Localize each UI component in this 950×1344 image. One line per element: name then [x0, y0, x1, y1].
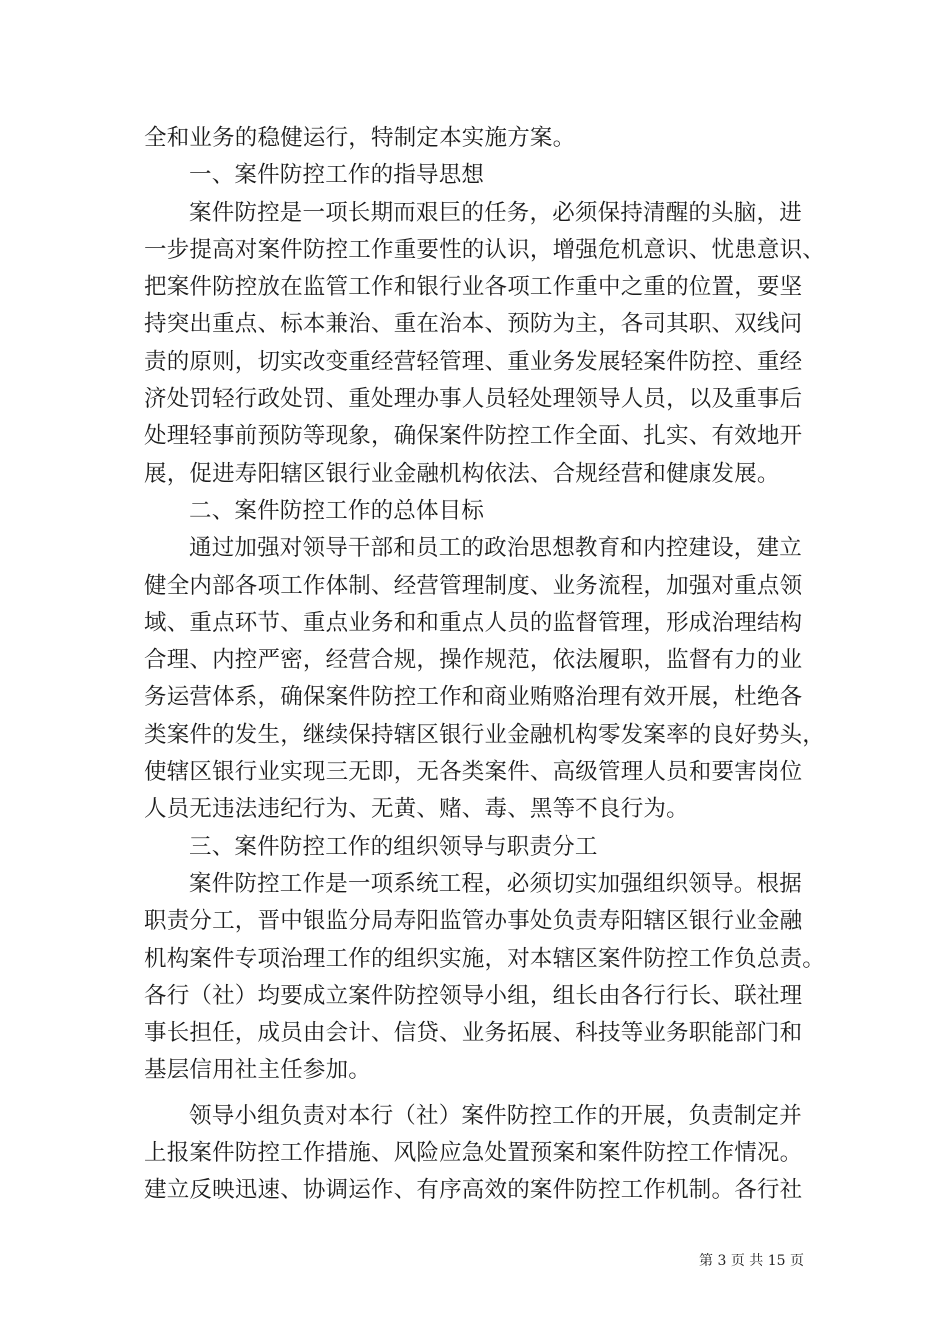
text-line: 一步提高对案件防控工作重要性的认识，增强危机意识、忧患意识、 — [144, 236, 826, 263]
text-line: 全和业务的稳健运行，特制定本实施方案。 — [144, 125, 576, 151]
text-line: 上报案件防控工作措施、风险应急处置预案和案件防控工作情况。 — [144, 1140, 803, 1167]
text-line: 济处罚轻行政处罚、重处理办事人员轻处理领导人员，以及重事后 — [144, 386, 803, 413]
text-line: 建立反映迅速、协调运作、有序高效的案件防控工作机制。各行社 — [144, 1177, 803, 1204]
text-line: 职责分工，晋中银监分局寿阳监管办事处负责寿阳辖区银行业金融 — [144, 908, 803, 935]
text-line: 处理轻事前预防等现象，确保案件防控工作全面、扎实、有效地开 — [144, 423, 803, 450]
text-line: 领导小组负责对本行（社）案件防控工作的开展，负责制定并 — [189, 1102, 802, 1129]
text-line: 案件防控是一项长期而艰巨的任务，必须保持清醒的头脑，进 — [189, 199, 802, 226]
section-heading: 一、案件防控工作的指导思想 — [189, 162, 485, 189]
text-line: 使辖区银行业实现三无即，无各类案件、高级管理人员和要害岗位 — [144, 759, 803, 786]
section-heading: 二、案件防控工作的总体目标 — [189, 497, 485, 524]
page-number: 第 3 页 共 15 页 — [699, 1253, 804, 1269]
text-line: 健全内部各项工作体制、经营管理制度、业务流程，加强对重点领 — [144, 572, 803, 599]
text-line: 人员无违法违纪行为、无黄、赌、毒、黑等不良行为。 — [144, 796, 689, 823]
text-line: 责的原则，切实改变重经营轻管理、重业务发展轻案件防控、重经 — [144, 348, 803, 375]
text-line: 机构案件专项治理工作的组织实施，对本辖区案件防控工作负总责。 — [144, 945, 826, 972]
section-heading: 三、案件防控工作的组织领导与职责分工 — [189, 833, 598, 860]
text-line: 务运营体系，确保案件防控工作和商业贿赂治理有效开展，杜绝各 — [144, 684, 803, 711]
text-line: 通过加强对领导干部和员工的政治思想教育和内控建设，建立 — [189, 535, 802, 562]
text-line: 域、重点环节、重点业务和和重点人员的监督管理，形成治理结构 — [144, 609, 803, 636]
text-line: 各行（社）均要成立案件防控领导小组，组长由各行行长、联社理 — [144, 982, 803, 1009]
text-line: 合理、内控严密，经营合规，操作规范，依法履职，监督有力的业 — [144, 647, 803, 674]
text-line: 展，促进寿阳辖区银行业金融机构依法、合规经营和健康发展。 — [144, 460, 780, 487]
text-line: 把案件防控放在监管工作和银行业各项工作重中之重的位置，要坚 — [144, 274, 803, 301]
text-line: 类案件的发生，继续保持辖区银行业金融机构零发案率的良好势头， — [144, 721, 826, 748]
text-line: 案件防控工作是一项系统工程，必须切实加强组织领导。根据 — [189, 870, 802, 897]
text-line: 基层信用社主任参加。 — [144, 1057, 372, 1084]
text-line: 持突出重点、标本兼治、重在治本、预防为主，各司其职、双线问 — [144, 311, 803, 338]
text-line: 事长担任，成员由会计、信贷、业务拓展、科技等业务职能部门和 — [144, 1020, 803, 1047]
body-text — [144, 120, 826, 1210]
